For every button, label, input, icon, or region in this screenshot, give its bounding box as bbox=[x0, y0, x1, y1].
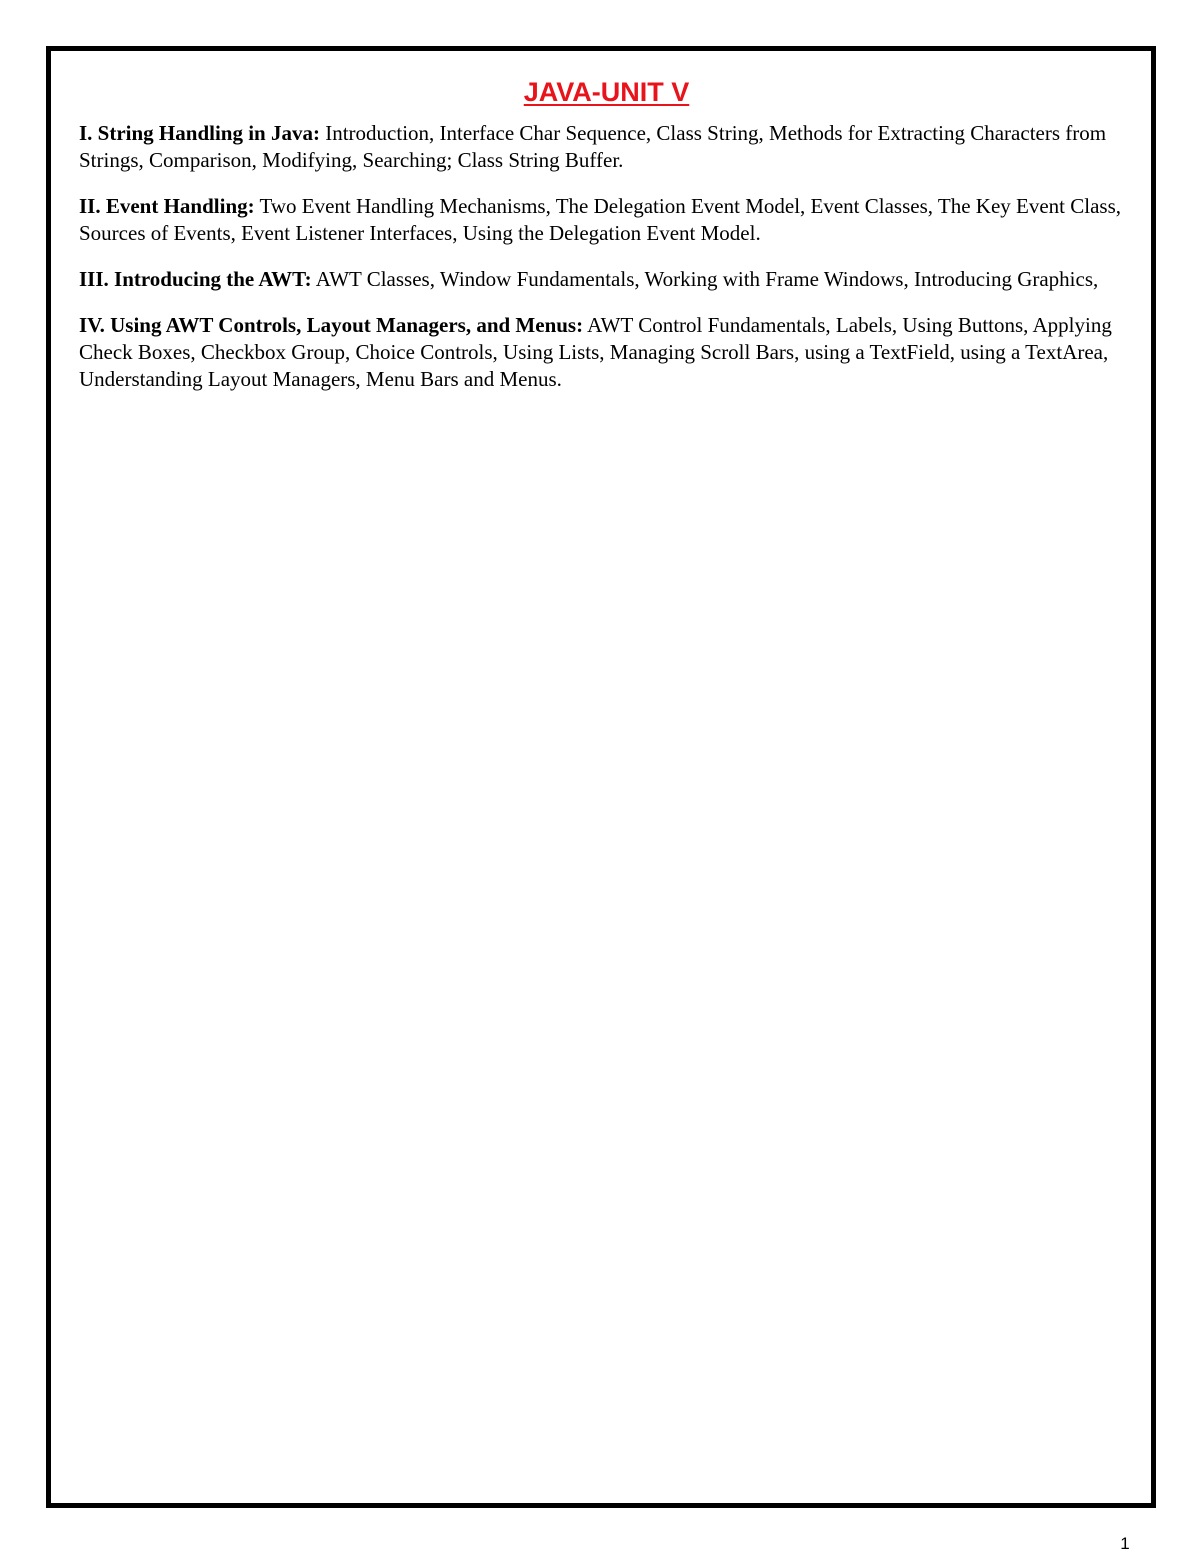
section-heading: I. String Handling in Java: bbox=[79, 121, 320, 145]
document-content bbox=[79, 74, 1134, 412]
section-body: AWT Classes, Window Fundamentals, Working with Frame Windows, Introducing Graphics, bbox=[311, 267, 1099, 291]
document-title: JAVA-UNIT V bbox=[523, 77, 690, 107]
section-heading: II. Event Handling: bbox=[79, 194, 255, 218]
section-event-handling bbox=[79, 193, 1134, 247]
section-body: AWT Control Fundamentals, Labels, Using Buttons, Applying Check Boxes, Checkbox Group, Choice Controls, Using Lists, Managing Scroll Bars, using a TextField, using a TextArea, Understanding Layout Managers, Menu Bars and Menus. bbox=[79, 313, 1112, 391]
section-string-handling bbox=[79, 120, 1134, 174]
page-number: 1 bbox=[1120, 1534, 1130, 1553]
section-awt-controls bbox=[79, 312, 1134, 393]
section-heading: III. Introducing the AWT: bbox=[79, 267, 312, 291]
section-body: Two Event Handling Mechanisms, The Delegation Event Model, Event Classes, The Key Event Class, Sources of Events, Event Listener Interfaces, Using the Delegation Event Model. bbox=[79, 194, 1122, 245]
section-body: Introduction, Interface Char Sequence, Class String, Methods for Extracting Characters from Strings, Comparison, Modifying, Searching; Class String Buffer. bbox=[79, 121, 1107, 172]
section-heading: IV. Using AWT Controls, Layout Managers, and Menus: bbox=[79, 313, 584, 337]
section-introducing-awt bbox=[79, 266, 1134, 293]
